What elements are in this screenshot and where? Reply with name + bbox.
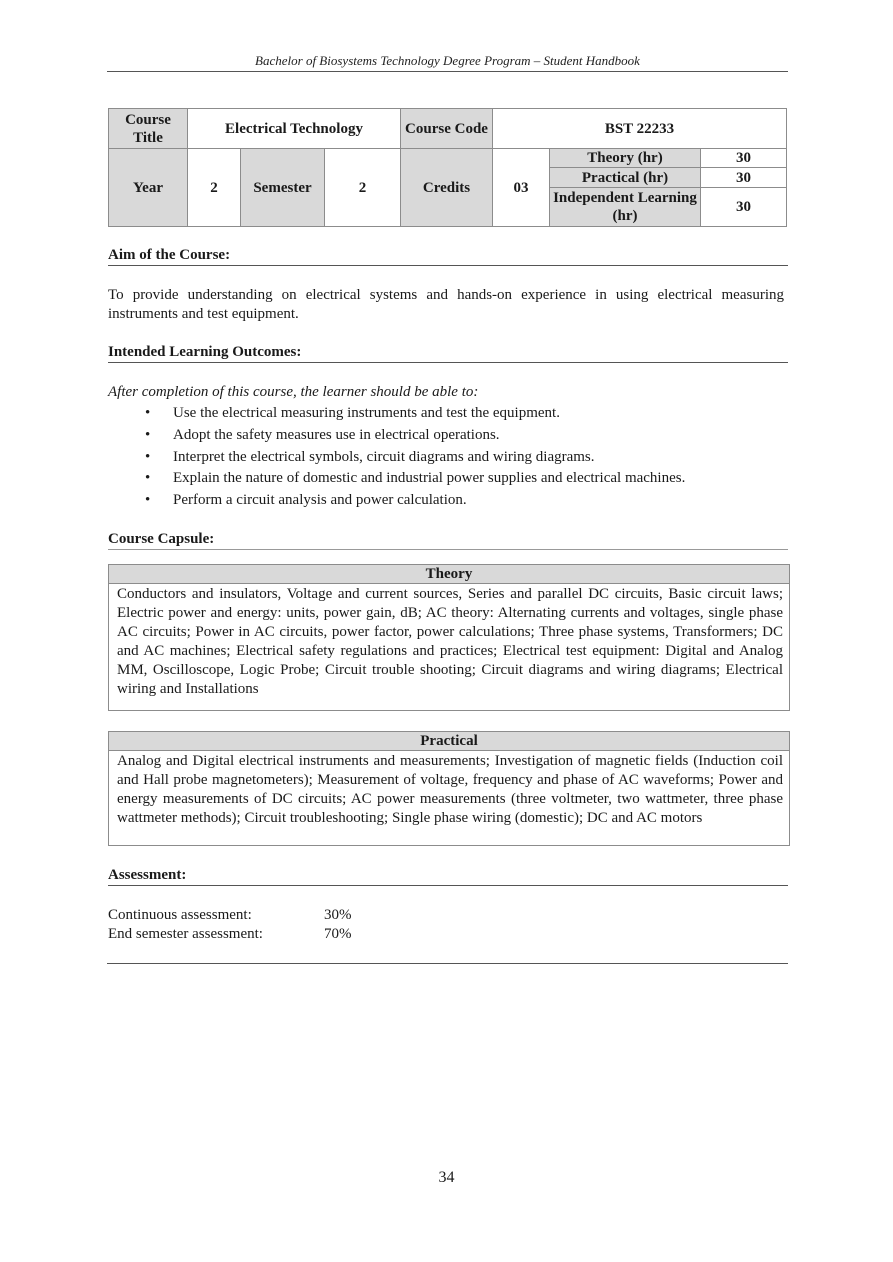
theory-text: Conductors and insulators, Voltage and current sources, Series and parallel DC circuits, Basic circuit laws; Electric power and energy: units, power gain, dB; AC theory: Alternating currents and voltages, single phase AC circuits; Power in AC circuits, power factor, power calculations; Three phase systems, Transformers; DC and AC machines; Electrical safety regulations and practices; Electrical test equipment: Digital and Analog MM, Oscilloscope, Logic Probe; Circuit trouble shooting; Circuit diagrams and wiring diagrams; Electrical wiring and Installations [117,586,783,697]
assessment-value: 70% [324,926,352,942]
theory-box [108,564,790,711]
assessment-row [108,906,352,925]
outcomes-intro: After completion of this course, the learner should be able to: [108,384,479,400]
assessment-label: End semester assessment: [108,926,263,942]
capsule-heading: Course Capsule: [108,530,788,550]
outcome-item: • Adopt the safety measures use in electrical operations. [145,425,685,447]
bullet-icon: • [145,405,151,421]
outcome-item: • Explain the nature of domestic and industrial power supplies and electrical machines. [145,468,685,490]
practical-text: Analog and Digital electrical instruments and measurements; Investigation of magnetic fields (Induction coil and Hall probe magnetometers); Measurement of voltage, frequency and phase of AC waveforms; Power and energy measurements of DC circuits; AC power measurements (three voltmeter, two wattmeter, three phase wattmeter methods); Circuit troubleshooting; Single phase wiring (domestic); DC and AC motors [117,753,783,826]
aim-heading: Aim of the Course: [108,246,788,266]
outcomes-list [145,403,685,512]
course-code-label: Course Code [401,109,493,149]
assessment-row [108,925,352,944]
year-label: Year [109,149,188,227]
practical-hours-label: Practical (hr) [550,168,701,188]
page-number: 34 [438,1169,455,1186]
outcome-item: • Perform a circuit analysis and power calculation. [145,490,685,512]
bullet-icon: • [145,448,151,465]
bullet-icon: • [145,492,151,509]
assessment-heading: Assessment: [108,866,788,886]
theory-hours-value: 30 [701,149,787,168]
independent-hours-value: 30 [701,188,787,227]
semester-value: 2 [325,149,401,227]
course-title-value: Electrical Technology [188,109,401,149]
outcome-item: • Use the electrical measuring instruments and test the equipment. [145,403,685,425]
credits-value: 03 [493,149,550,227]
theory-hours-label: Theory (hr) [550,149,701,168]
course-title-label: Course Title [109,109,188,149]
outcome-item: • Interpret the electrical symbols, circuit diagrams and wiring diagrams. [145,447,685,469]
course-info-table [108,108,787,227]
credits-label: Credits [401,149,493,227]
assessment-label: Continuous assessment: [108,907,252,923]
practical-title: Practical [109,732,789,751]
semester-label: Semester [241,149,325,227]
outcomes-heading: Intended Learning Outcomes: [108,343,788,363]
independent-hours-label: Independent Learning (hr) [550,188,701,227]
aim-text: To provide understanding on electrical systems and hands-on experience in using electrical measuring instruments and test equipment. [108,287,784,322]
assessment-table [108,906,352,944]
practical-box [108,731,790,846]
assessment-value: 30% [324,907,352,923]
bullet-icon: • [145,426,151,443]
running-header: Bachelor of Biosystems Technology Degree Program – Student Handbook [107,53,788,72]
theory-title: Theory [109,565,789,584]
divider [107,963,788,964]
year-value: 2 [188,149,241,227]
practical-hours-value: 30 [701,168,787,188]
course-code-value: BST 22233 [493,109,787,149]
bullet-icon: • [145,470,151,487]
